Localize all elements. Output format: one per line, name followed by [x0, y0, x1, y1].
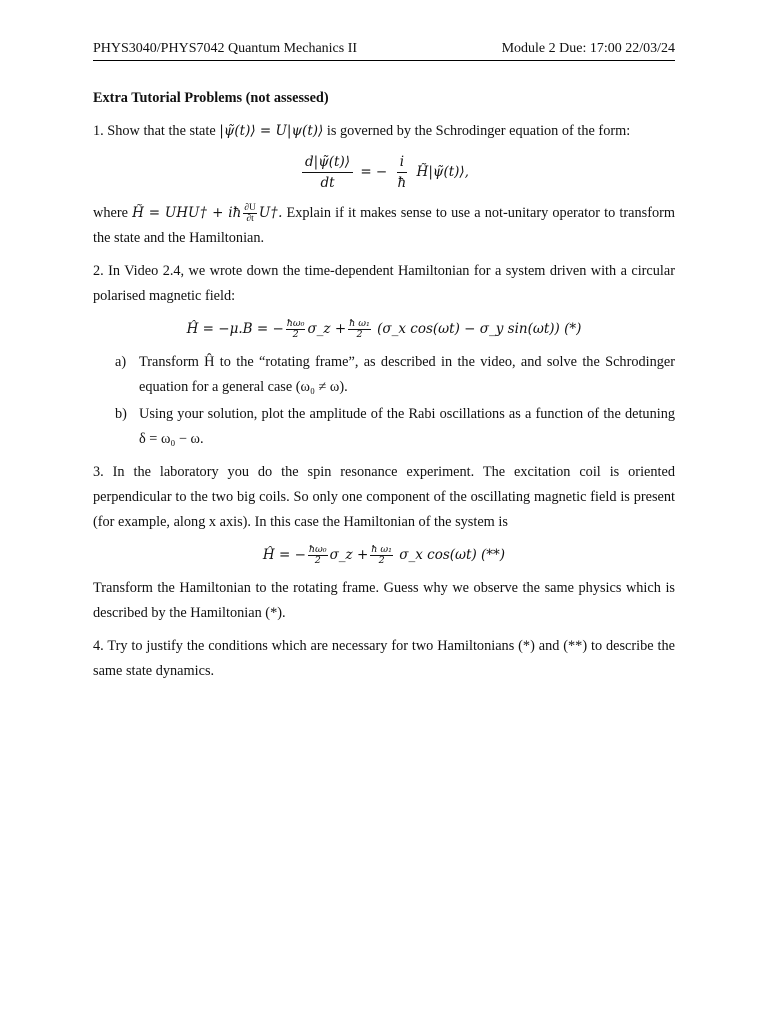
problem-3-followup: Transform the Hamiltonian to the rotating frame. Guess why we observe the same physics which is described by the Hamiltonian (*). — [93, 580, 675, 621]
fraction-denominator: ħ — [397, 175, 407, 191]
hbar-omega1-fraction — [348, 319, 371, 340]
hbar-omega0-fraction — [308, 545, 328, 566]
hbar-omega0-fraction — [286, 319, 306, 340]
equation-rhs: σ_x cos(ωt) (**) — [399, 547, 506, 563]
equation-rhs: H̃|ψ̃(t)⟩, — [416, 164, 469, 180]
problem-2: 2. In Video 2.4, we wrote down the time-dependent Hamiltonian for a system driven with a circular polarised magnetic field: — [93, 263, 675, 304]
linear-hamiltonian-equation — [93, 543, 675, 568]
equation-middle: σ_z + — [307, 321, 347, 337]
subitem-label: b) — [115, 406, 127, 422]
i-over-hbar-fraction — [395, 152, 410, 193]
problem-1-where — [93, 201, 675, 251]
subitem-b — [115, 402, 675, 452]
problem-1-lead: 1. Show that the state — [93, 123, 216, 139]
circular-hamiltonian-equation — [93, 317, 675, 342]
problem-3: 3. In the laboratory you do the spin resonance experiment. The excitation coil is oriented perpendicular to the two big coils. So only one component of the oscillating magnetic field is present (for example, along x axis). In this case the Hamiltonian of the system is — [93, 464, 675, 530]
hamiltonian-definition-right: U†. — [258, 205, 283, 221]
fraction-numerator: ħ ω₁ — [349, 318, 370, 329]
section-heading: Extra Tutorial Problems (not assessed) — [93, 90, 329, 106]
problem-1-tail: Explain if it makes sense to use a not-unitary operator to transform the state and the Hamiltonian. — [93, 205, 676, 246]
fraction-denominator: 2 — [292, 329, 299, 340]
fraction-denominator: 2 — [378, 555, 385, 566]
problem-1 — [93, 119, 675, 144]
course-title: PHYS3040/PHYS7042 Quantum Mechanics II — [93, 41, 358, 56]
hbar-omega1-fraction — [370, 545, 393, 566]
document-body — [93, 86, 675, 692]
subitem-a — [115, 350, 675, 400]
page-header — [93, 40, 675, 61]
equation-middle: σ_z + — [329, 547, 369, 563]
fraction-numerator: ∂U — [244, 203, 256, 214]
fraction-denominator: ∂t — [246, 214, 254, 225]
fraction-denominator: dt — [320, 175, 335, 191]
fraction-denominator: 2 — [314, 555, 321, 566]
derivative-fraction — [302, 152, 353, 193]
problem-4: 4. Try to justify the conditions which are necessary for two Hamiltonians (*) and (**) to describe the same state dynamics. — [93, 638, 675, 679]
equation-lhs: Ĥ = −μ.B = − — [186, 321, 284, 337]
fraction-numerator: i — [397, 152, 407, 173]
fraction-numerator: ħω₀ — [286, 318, 305, 329]
subitem-text: Transform Ĥ to the “rotating frame”, as described in the video, and solve the Schrodinger equation for a general case (ω₀ ≠ ω). — [139, 354, 675, 395]
equation-lhs: Ĥ = − — [262, 547, 306, 563]
equation-rhs: (σ_x cos(ωt) − σ_y sin(ωt)) (*) — [377, 321, 582, 337]
where-word: where — [93, 205, 128, 221]
fraction-numerator: ħ ω₁ — [371, 544, 392, 555]
partial-derivative-fraction — [243, 203, 257, 224]
equation-operator: = − — [360, 164, 388, 180]
subitem-text: Using your solution, plot the amplitude of the Rabi oscillations as a function of the detuning δ = ω₀ − ω. — [139, 406, 675, 447]
problem-2-subitems — [115, 350, 675, 452]
fraction-numerator: ħω₀ — [308, 544, 327, 555]
hamiltonian-definition-left: H̃ = UHU† + iħ — [132, 205, 242, 221]
state-definition: |ψ̃(t)⟩ = U|ψ(t)⟩ — [219, 123, 324, 139]
problem-1-mid: is governed by the Schrodinger equation of the form: — [326, 123, 631, 139]
fraction-denominator: 2 — [356, 329, 363, 340]
fraction-numerator: d|ψ̃(t)⟩ — [302, 152, 353, 173]
schrodinger-equation — [93, 152, 675, 193]
subitem-label: a) — [115, 354, 127, 370]
due-date: Module 2 Due: 17:00 22/03/24 — [501, 41, 675, 56]
